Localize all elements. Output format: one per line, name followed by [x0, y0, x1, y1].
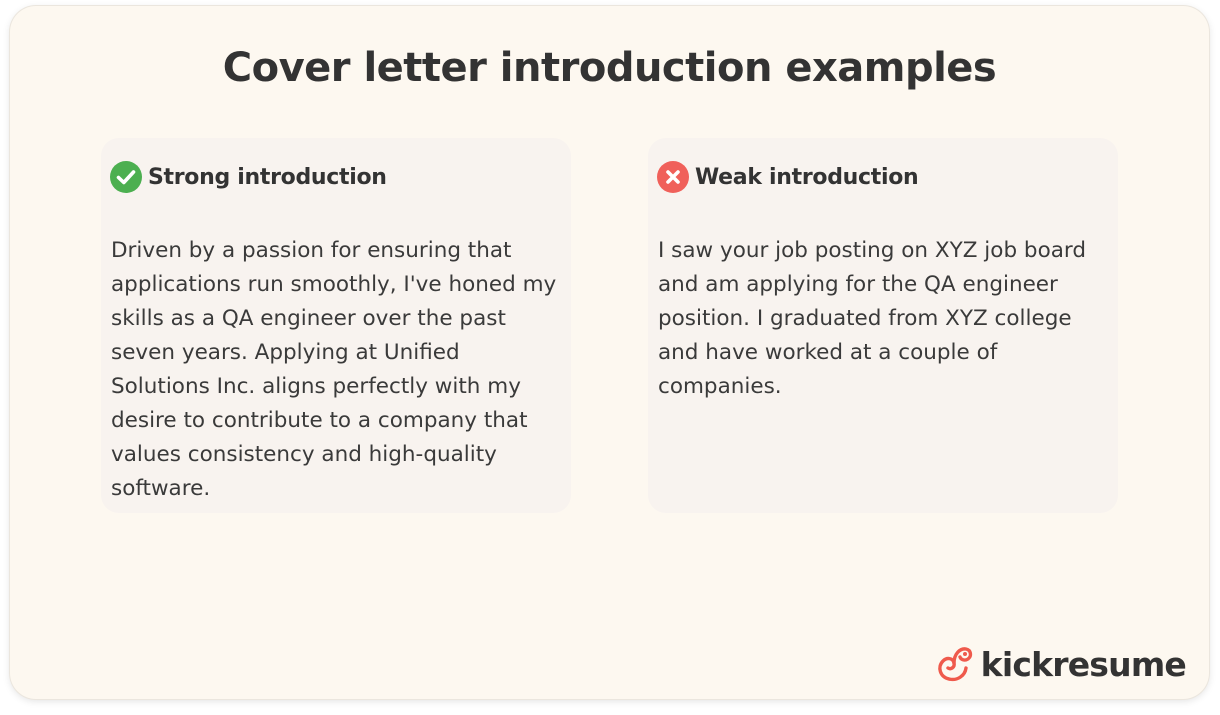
- brand-logo: [935, 643, 1186, 685]
- infographic-card: [10, 6, 1209, 699]
- strong-introduction-text: Driven by a passion for ensuring that applications run smoothly, I've honed my skills as a QA engineer over the past seven years. Applying at Unified Solutions Inc. aligns perfectly with my desire to contribute to a company that values consistency and high-quality software.: [111, 238, 557, 501]
- chameleon-logo-icon: [935, 643, 973, 685]
- check-circle-icon: [110, 161, 142, 193]
- strong-introduction-panel: [101, 138, 571, 513]
- page-title: Cover letter introduction examples: [222, 45, 997, 91]
- weak-introduction-label: Weak introduction: [695, 164, 919, 190]
- strong-introduction-header: [110, 161, 387, 193]
- x-circle-icon: [657, 161, 689, 193]
- weak-introduction-panel: [648, 138, 1118, 513]
- weak-introduction-header: [657, 161, 918, 193]
- weak-introduction-text: I saw your job posting on XYZ job board and am applying for the QA engineer position. I graduated from XYZ college and have worked at a couple of companies.: [658, 238, 1087, 399]
- brand-name: kickresume: [980, 644, 1186, 684]
- strong-introduction-label: Strong introduction: [148, 164, 387, 190]
